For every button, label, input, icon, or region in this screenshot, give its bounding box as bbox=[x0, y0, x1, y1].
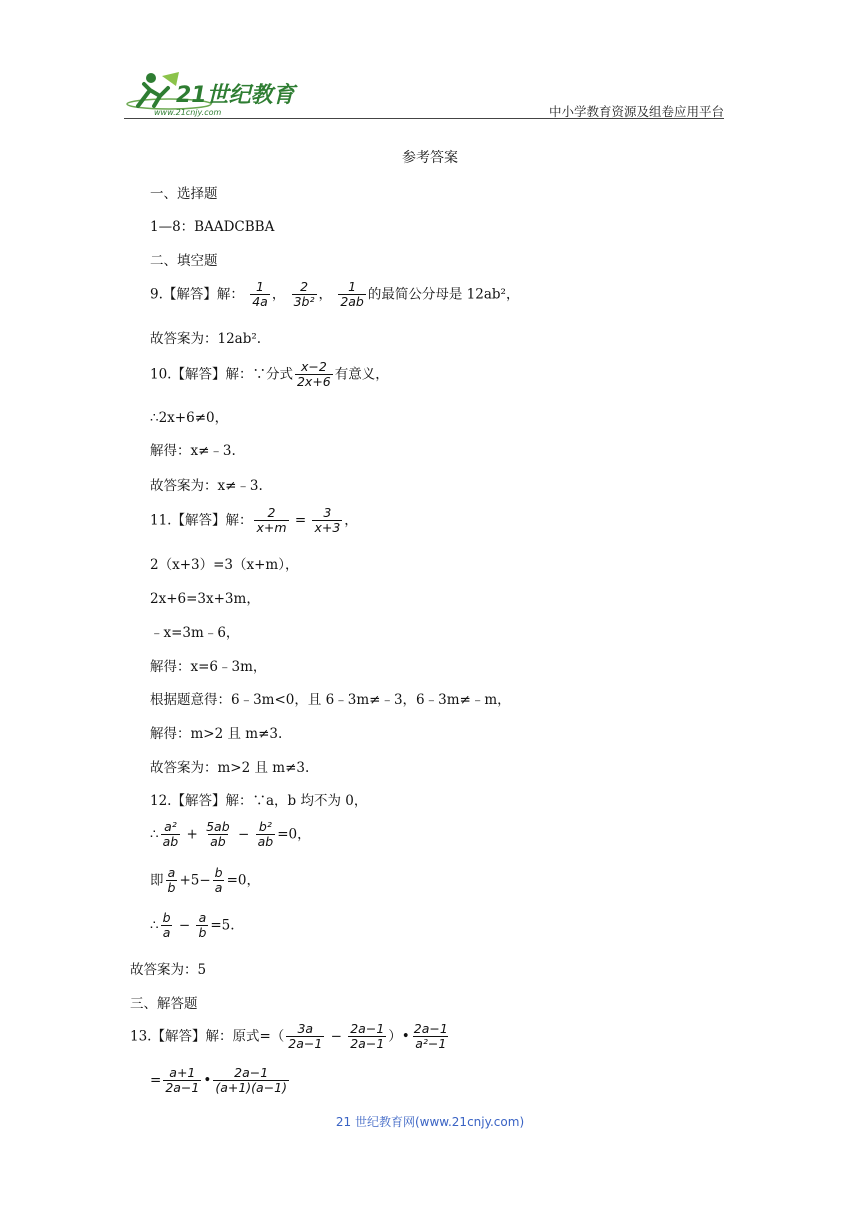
page-title: 参考答案 bbox=[402, 150, 458, 166]
choice-answers: 1—8：BAADCBBA bbox=[150, 219, 275, 235]
fraction: $\frac{b}{a}$ bbox=[214, 865, 223, 896]
fraction: $\frac{a}{b}$ bbox=[167, 865, 176, 896]
q11-step: 根据题意得：6﹣3m<0，且 6﹣3m≠﹣3，6﹣3m≠﹣m， bbox=[150, 692, 511, 708]
q10-step: 解得：x≠﹣3. bbox=[150, 443, 236, 459]
q11-step: 2（x+3）=3（x+m）， bbox=[150, 557, 299, 573]
fraction: $\frac{1}{4a}$ bbox=[252, 279, 268, 310]
fraction: $\frac{b}{a}$ bbox=[162, 910, 171, 941]
q11-line: 11.【解答】解： $\frac{2}{x+m}$ = $\frac{3}{x+3}$ ， bbox=[150, 505, 358, 536]
q13-step: = $\frac{a+1}{2a-1}$ • $\frac{2a-1}{(a+1)(a-1)}$ bbox=[150, 1065, 288, 1096]
fraction: $\frac{5ab}{ab}$ bbox=[206, 819, 230, 850]
q10-line: 10.【解答】解：∵分式 $\frac{x-2}{2x+6}$ 有意义， bbox=[150, 359, 389, 390]
header-divider bbox=[124, 118, 724, 119]
q12-step: ∴ $\frac{b}{a}$ − $\frac{a}{b}$ =5. bbox=[150, 910, 235, 941]
section-heading: 二、填空题 bbox=[150, 253, 218, 269]
section-heading: 三、解答题 bbox=[130, 996, 198, 1012]
logo-21cnjy bbox=[124, 66, 304, 118]
q11-step: 2x+6=3x+3m， bbox=[150, 591, 260, 607]
q11-step: 解得：m>2 且 m≠3. bbox=[150, 726, 283, 742]
fraction: $\frac{\text{b²}}{ab}$ bbox=[257, 819, 274, 850]
fraction: $\frac{x-2}{2x+6}$ bbox=[296, 359, 331, 390]
q13-line: 13.【解答】解：原式=（ $\frac{3a}{2a-1}$ − $\frac{2a-1}{2a-1}$ ）• $\frac{2a-1}{\text{a²−1}}$ bbox=[130, 1021, 448, 1052]
q12-line: 12.【解答】解：∵a，b 均不为 0， bbox=[150, 793, 368, 809]
q12-answer: 故答案为：5 bbox=[130, 962, 207, 978]
fraction: $\frac{a}{b}$ bbox=[198, 910, 207, 941]
q12-step: ∴ $\frac{\text{a²}}{ab}$ + $\frac{5ab}{ab}$ − $\frac{\text{b²}}{ab}$ =0， bbox=[150, 819, 311, 850]
q11-answer: 故答案为：m>2 且 m≠3. bbox=[150, 760, 310, 776]
fraction: $\frac{3a}{2a-1}$ bbox=[288, 1021, 323, 1052]
q9-answer: 故答案为：12ab². bbox=[150, 331, 262, 347]
fraction: $\frac{2}{x+m}$ bbox=[256, 505, 287, 536]
fraction: $\frac{2a-1}{\text{a²−1}}$ bbox=[413, 1021, 448, 1052]
q10-answer: 故答案为：x≠﹣3. bbox=[150, 478, 263, 494]
fraction: $\frac{2}{\text{3b²}}$ bbox=[293, 279, 315, 310]
header-right-text: 中小学教育资源及组卷应用平台 bbox=[548, 104, 724, 119]
q10-step: ∴2x+6≠0， bbox=[150, 410, 229, 426]
q11-step: 解得：x=6﹣3m， bbox=[150, 659, 267, 675]
page-footer: 21 世纪教育网(www.21cnjy.com) bbox=[335, 1115, 525, 1129]
fraction: $\frac{2a-1}{(a+1)(a-1)}$ bbox=[215, 1065, 288, 1096]
fraction: $\frac{1}{2ab}$ bbox=[340, 279, 364, 310]
svg-text:www.21cnjy.com: www.21cnjy.com bbox=[154, 108, 222, 117]
q11-step: ﹣x=3m﹣6， bbox=[150, 625, 240, 641]
q12-step: 即 $\frac{a}{b}$ +5− $\frac{b}{a}$ =0， bbox=[150, 865, 260, 896]
page-header bbox=[124, 66, 724, 118]
fraction: $\frac{3}{x+3}$ bbox=[314, 505, 341, 536]
q9-prefix: 9.【解答】解： bbox=[150, 286, 244, 303]
q9-line: 9.【解答】解： $\frac{1}{4a}$ ， $\frac{2}{\text{3b²}}$ ， $\frac{1}{2ab}$ 的最简公分母是 12ab²， bbox=[150, 279, 520, 310]
fraction: $\frac{\text{a²}}{ab}$ bbox=[162, 819, 179, 850]
fraction: $\frac{a+1}{2a-1}$ bbox=[165, 1065, 200, 1096]
fraction: $\frac{2a-1}{2a-1}$ bbox=[350, 1021, 385, 1052]
svg-text:21世纪教育: 21世纪教育 bbox=[176, 83, 295, 108]
section-heading: 一、选择题 bbox=[150, 186, 218, 202]
